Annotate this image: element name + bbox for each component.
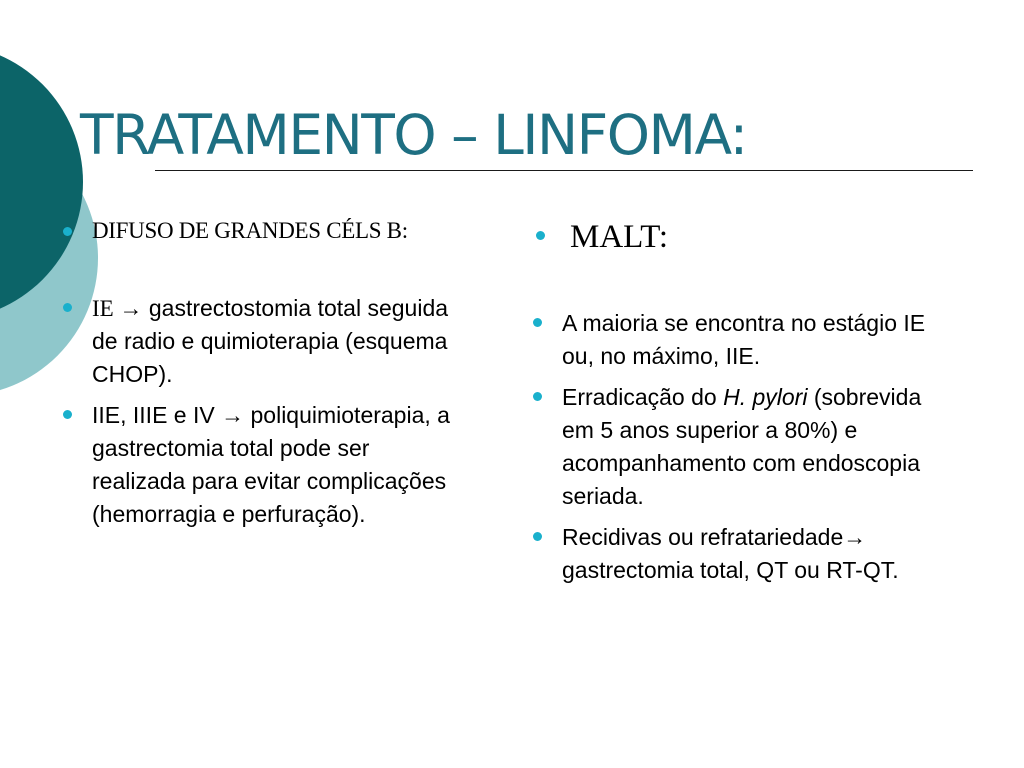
list-item [530,381,950,513]
left-heading [60,216,460,246]
left-column [60,200,460,531]
left-list [60,292,460,531]
slide-title: TRATAMENTO – LINFOMA: [80,103,747,167]
bullet-dot [533,318,542,327]
list-item [530,307,950,373]
list-item-text: A maioria se encontra no estágio IE ou, no máximo, IIE. [562,310,926,369]
left-heading-text: DIFUSO DE GRANDES CÉLS B: [92,218,408,243]
list-item-text: gastrectostomia total seguida de radio e quimioterapia (esquema CHOP). [92,295,449,387]
bullet-dot [533,392,542,401]
bullet-dot [533,532,542,541]
right-column [530,200,950,587]
right-heading-text: MALT: [570,219,668,255]
list-item [60,292,460,391]
list-item [60,399,460,531]
pathogen-name: H. pylori [723,384,808,410]
right-heading [530,217,950,257]
list-item-text: IIE, IIIE e IV → poliquimioterapia, a gastrectomia total pode ser realizada para evitar complicações (hemorragia e perfuração). [92,402,450,527]
right-list [530,307,950,587]
list-item [530,521,950,587]
bullet-dot [63,303,72,312]
title-underline [155,170,973,171]
list-item-text-before: Erradicação do [562,384,724,410]
bullet-dot [63,227,72,236]
bullet-dot [63,410,72,419]
bullet-dot [536,231,545,240]
stage-prefix: IE → [92,296,143,321]
list-item-text: Recidivas ou refratariedade→ gastrectomia total, QT ou RT-QT. [562,524,899,583]
list-item-text-after: (sobrevida em 5 anos superior a 80%) e acompanhamento com endoscopia seriada. [562,384,922,509]
